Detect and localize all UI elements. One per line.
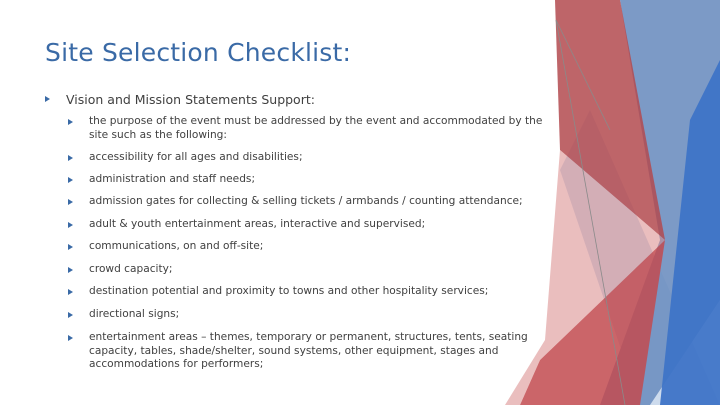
list-item [68, 115, 543, 142]
list-item [68, 285, 543, 299]
triangle-bullet-icon [68, 155, 73, 161]
list-item-text: admission gates for collecting & selling tickets / armbands / counting attendance; [89, 195, 523, 207]
list-item [68, 331, 543, 372]
list-item-text: crowd capacity; [89, 263, 173, 275]
slide-title: Site Selection Checklist: [45, 38, 352, 67]
triangle-bullet-icon [68, 222, 73, 228]
list-item-text: entertainment areas – themes, temporary or permanent, structures, tents, seating capacity, tables, shade/shelter, sound systems, other equipment, stages and accommodations for performers; [89, 331, 528, 370]
list-item-text: communications, on and off-site; [89, 240, 264, 252]
list-item-text: the purpose of the event must be addressed by the event and accommodated by the site such as the following: [89, 115, 543, 141]
triangle-bullet-icon [68, 119, 73, 125]
list-item-text: administration and staff needs; [89, 173, 256, 185]
list-item [68, 173, 543, 187]
triangle-bullet-icon [68, 335, 73, 341]
list-item-text: adult & youth entertainment areas, interactive and supervised; [89, 218, 426, 230]
triangle-bullet-icon [68, 312, 73, 318]
list-item [68, 218, 543, 232]
list-item [68, 151, 543, 165]
triangle-bullet-icon [68, 289, 73, 295]
main-bullet-text: Vision and Mission Statements Support: [66, 92, 315, 107]
list-item-text: destination potential and proximity to towns and other hospitality services; [89, 285, 489, 297]
list-item [68, 195, 543, 209]
triangle-bullet-icon [68, 177, 73, 183]
list-item [68, 240, 543, 254]
list-item [68, 263, 543, 277]
triangle-bullet-icon [68, 199, 73, 205]
list-item [68, 308, 543, 322]
list-item-text: accessibility for all ages and disabilities; [89, 151, 303, 163]
triangle-bullet-icon [68, 267, 73, 273]
list-item-text: directional signs; [89, 308, 180, 320]
triangle-bullet-icon [45, 96, 50, 102]
triangle-bullet-icon [68, 244, 73, 250]
